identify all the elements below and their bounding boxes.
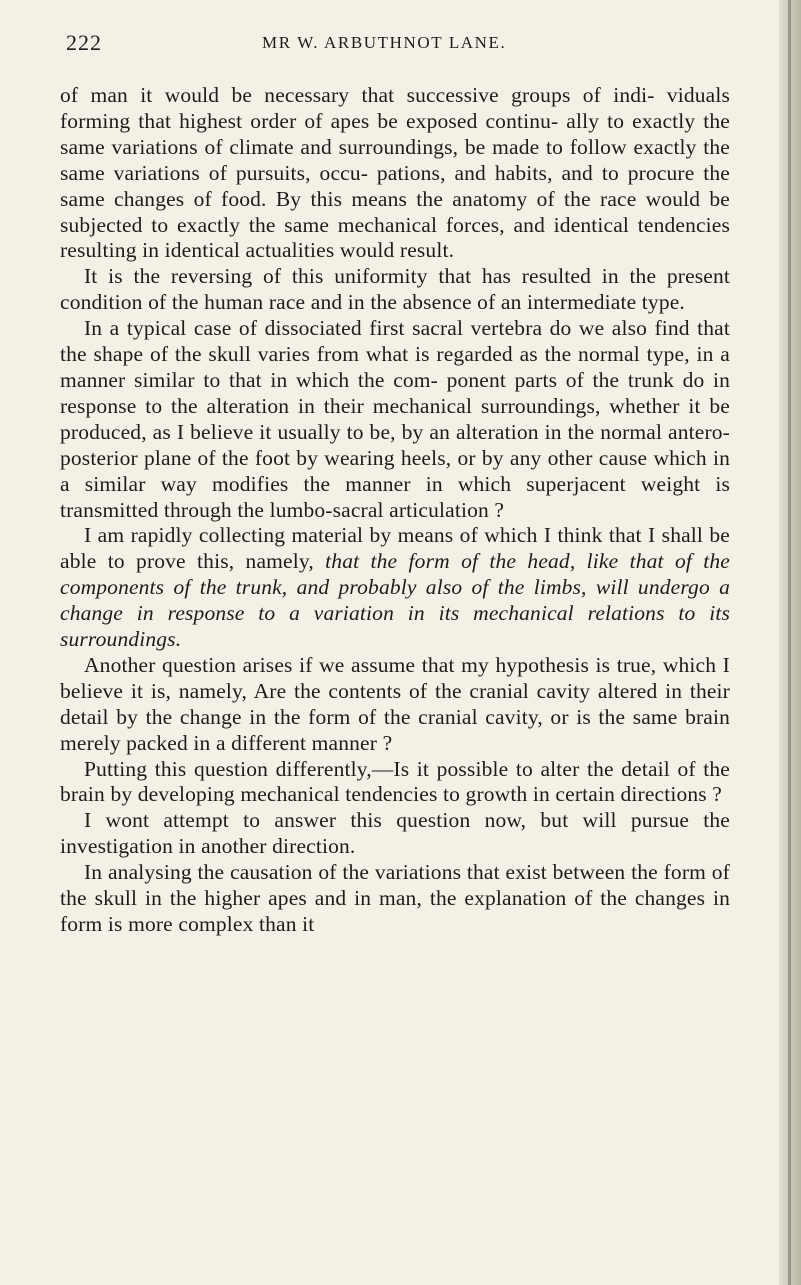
paragraph: It is the reversing of this uniformity that has resulted in the present condition of the human race and in the absence of an intermediate type. — [60, 264, 730, 315]
paragraph: Putting this question differently,—Is it possible to alter the detail of the brain by developing mechanical tendencies to growth in certain directions ? — [60, 756, 730, 807]
paragraph-text: I am rapidly collecting material by means of which I think that I shall be able to prove this, namely, — [60, 523, 730, 574]
running-head: MR W. ARBUTHNOT LANE. — [262, 33, 507, 52]
page-number: 222 — [66, 30, 102, 55]
paragraph: I wont attempt to answer this question now, but will pursue the investigation in another direction. — [60, 808, 730, 859]
body-text — [60, 83, 730, 938]
page-edge-line — [788, 0, 791, 1285]
page-header — [66, 30, 746, 58]
italic-emphasis: that the form of the head, like that of the components of the trunk, and probably also of the limbs, will undergo a change in response to a variation in its mechanical relations to its surroundings. — [60, 549, 730, 652]
paragraph: In a typical case of dissociated first sacral vertebra do we also find that the shape of the skull varies from what is regarded as the normal type, in a manner similar to that in which the com- ponent parts of the trunk do in response to the alteration in their mechanical surroundings, whether it be produced, as I believe it usually to be, by an alteration in the normal antero- posterior plane of the foot by wearing heels, or by any other cause which in a similar way modifies the manner in which superjacent weight is transmitted through the lumbo-sacral articulation ? — [60, 316, 730, 522]
paragraph — [60, 523, 730, 653]
paragraph: In analysing the causation of the variations that exist between the form of the skull in the higher apes and in man, the explanation of the changes in form is more complex than it — [60, 860, 730, 936]
paragraph: Another question arises if we assume that my hypothesis is true, which I believe it is, namely, Are the contents of the cranial cavity altered in their detail by the change in the form of the cranial cavity, or is the same brain merely packed in a different manner ? — [60, 652, 730, 755]
paragraph: of man it would be necessary that successive groups of indi- viduals forming that highest order of apes be exposed continu- ally to exactly the same variations of climate and surroundings, be made to follow exactly the same variations of pursuits, occu- pations, and habits, and to procure the same changes of food. By this means the anatomy of the race would be subjected to exactly the same mechanical forces, and identical tendencies resulting in identical actualities would result. — [60, 83, 730, 263]
